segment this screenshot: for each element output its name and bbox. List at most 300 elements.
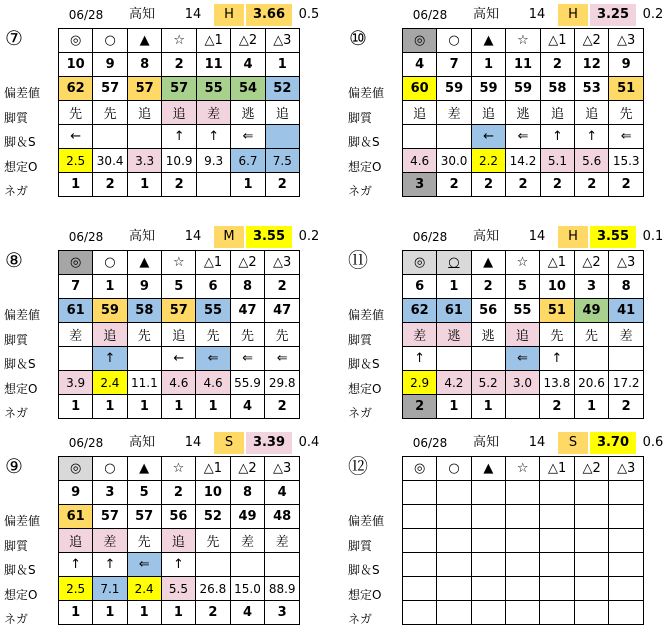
running-style-cell: 差 — [437, 101, 472, 125]
deviation-cell: 55 — [197, 77, 231, 101]
leg-speed-cell: ← — [471, 125, 505, 149]
row-label: 偏差値 — [348, 308, 385, 322]
negative-cell: 1 — [471, 395, 505, 419]
row-label: 想定O — [348, 159, 382, 174]
running-style-cell: 先 — [196, 529, 231, 553]
horse-number-cell: 4 — [265, 481, 300, 505]
negative-cell: 1 — [59, 173, 93, 197]
track-name: 高知 — [128, 229, 155, 244]
leg-speed-cell — [59, 347, 93, 371]
prediction-table — [58, 250, 300, 419]
row-labels — [344, 303, 402, 426]
running-style-cell: 先 — [93, 101, 128, 125]
deviation-row — [59, 299, 300, 323]
row-labels — [0, 81, 58, 204]
running-style-cell: 先 — [196, 323, 230, 347]
deviation-cell: 61 — [437, 299, 471, 323]
horse-number-cell — [574, 481, 609, 505]
leg-speed-row — [403, 347, 644, 371]
mark-cell: △1 — [540, 251, 575, 275]
negative-cell: 2 — [540, 395, 575, 419]
leg-speed-cell: ⇐ — [231, 125, 265, 149]
leg-speed-cell — [93, 125, 128, 149]
negative-cell: 2 — [162, 173, 197, 197]
track-name: 高知 — [472, 435, 499, 450]
expected-odds-cell: 26.8 — [196, 577, 231, 601]
horse-number-cell: 2 — [540, 53, 574, 77]
running-style-cell: 差 — [403, 323, 437, 347]
race-number: ⑧ — [5, 248, 23, 272]
deviation-cell: 58 — [127, 299, 162, 323]
running-style-cell: 先 — [265, 323, 300, 347]
race-grade: M — [214, 226, 244, 248]
negative-cell — [505, 395, 539, 419]
leg-speed-cell: ← — [59, 125, 93, 149]
deviation-row — [403, 299, 644, 323]
horse-number-row — [59, 275, 300, 299]
mark-cell: ◎ — [403, 29, 437, 53]
horse-number-cell: 9 — [59, 481, 93, 505]
race-panel-11 — [344, 226, 664, 426]
mark-cell: △2 — [231, 29, 265, 53]
running-style-cell: 追 — [161, 529, 195, 553]
running-style-cell: 追 — [59, 529, 93, 553]
deviation-cell: 54 — [231, 77, 265, 101]
expected-odds-cell: 3.9 — [59, 371, 93, 395]
negative-cell: 2 — [471, 173, 505, 197]
expected-odds-cell — [505, 577, 539, 601]
horse-number-cell: 8 — [128, 53, 162, 77]
negative-cell — [437, 601, 471, 625]
horse-number-cell: 1 — [471, 53, 505, 77]
negative-cell: 1 — [127, 395, 162, 419]
expected-odds-cell: 7.5 — [265, 149, 299, 173]
horse-number-cell: 2 — [265, 275, 300, 299]
race-header — [402, 226, 664, 248]
running-style-row — [403, 323, 644, 347]
expected-odds-cell: 5.2 — [471, 371, 505, 395]
running-style-cell — [540, 529, 575, 553]
horse-number-cell: 6 — [196, 275, 230, 299]
leg-speed-cell: ⇐ — [196, 347, 230, 371]
leg-speed-cell: ⇐ — [127, 553, 161, 577]
race-header — [58, 432, 320, 454]
deviation-cell: 61 — [59, 299, 93, 323]
race-number: ⑪ — [348, 248, 368, 272]
deviation-cell: 56 — [471, 299, 505, 323]
leg-speed-row — [403, 125, 644, 149]
runner-count: 14 — [528, 229, 546, 244]
running-style-row — [59, 529, 300, 553]
expected-odds-cell: 30.0 — [437, 149, 472, 173]
row-label: 脚質 — [4, 538, 29, 553]
mark-cell: △3 — [609, 251, 644, 275]
mark-cell: △2 — [230, 457, 265, 481]
horse-number-cell — [471, 481, 505, 505]
deviation-cell — [540, 505, 575, 529]
leg-speed-cell: ↑ — [59, 553, 93, 577]
negative-cell — [609, 601, 644, 625]
deviation-row — [59, 505, 300, 529]
leg-speed-cell: ⇐ — [265, 347, 300, 371]
deviation-cell: 41 — [609, 299, 644, 323]
prediction-table — [402, 28, 644, 197]
prediction-table — [402, 250, 644, 419]
running-style-cell: 差 — [93, 529, 127, 553]
race-panel-8 — [0, 226, 320, 426]
running-style-cell: 追 — [93, 323, 127, 347]
expected-odds-cell: 3.0 — [505, 371, 539, 395]
row-label: 想定O — [4, 159, 38, 174]
mark-cell: ○ — [437, 251, 471, 275]
negative-cell — [540, 601, 575, 625]
mark-cell: △1 — [540, 457, 575, 481]
leg-speed-cell — [540, 553, 575, 577]
negative-cell: 4 — [230, 601, 265, 625]
deviation-cell: 47 — [230, 299, 265, 323]
row-label: 脚質 — [348, 110, 373, 125]
leg-speed-cell — [437, 347, 471, 371]
leg-speed-cell — [403, 125, 437, 149]
deviation-cell: 49 — [574, 299, 609, 323]
mark-cell: ◎ — [403, 251, 437, 275]
runner-count: 14 — [528, 7, 546, 22]
running-style-cell: 逃 — [471, 323, 505, 347]
mark-cell: △1 — [196, 457, 231, 481]
expected-odds-cell: 55.9 — [230, 371, 265, 395]
running-style-cell: 差 — [59, 323, 93, 347]
leg-speed-cell — [265, 553, 300, 577]
leg-speed-cell — [437, 553, 471, 577]
negative-cell: 1 — [574, 395, 609, 419]
expected-odds-cell — [471, 577, 505, 601]
negative-row — [59, 173, 300, 197]
leg-speed-cell — [403, 553, 437, 577]
row-label: ネガ — [4, 184, 29, 198]
row-label: 偏差値 — [348, 514, 385, 528]
leg-speed-cell: ↑ — [403, 347, 437, 371]
negative-cell: 1 — [128, 173, 162, 197]
running-style-cell: 先 — [230, 323, 265, 347]
horse-number-cell: 8 — [230, 275, 265, 299]
horse-number-cell: 5 — [505, 275, 539, 299]
expected-odds-cell — [609, 577, 644, 601]
expected-odds-cell: 4.6 — [403, 149, 437, 173]
race-index: 0.1 — [642, 229, 664, 244]
running-style-cell — [505, 529, 539, 553]
horse-number-cell: 3 — [93, 481, 127, 505]
deviation-cell: 57 — [93, 77, 128, 101]
deviation-cell: 62 — [403, 299, 437, 323]
row-label: 脚質 — [4, 332, 29, 347]
mark-row — [59, 29, 300, 53]
deviation-cell: 57 — [127, 505, 161, 529]
horse-number-cell: 6 — [403, 275, 437, 299]
horse-number-cell: 7 — [437, 53, 472, 77]
deviation-cell: 57 — [162, 299, 196, 323]
leg-speed-cell — [471, 347, 505, 371]
negative-cell — [471, 601, 505, 625]
leg-speed-cell: ↑ — [540, 347, 575, 371]
deviation-row — [403, 505, 644, 529]
row-label: 脚＆S — [4, 357, 36, 371]
deviation-cell — [437, 505, 471, 529]
negative-row — [59, 395, 300, 419]
mark-cell: △3 — [265, 457, 300, 481]
leg-speed-cell: ↑ — [575, 125, 609, 149]
race-index: 0.2 — [298, 229, 320, 244]
negative-cell: 2 — [575, 173, 609, 197]
mark-cell: ☆ — [505, 457, 539, 481]
race-header — [58, 4, 320, 26]
race-score: 3.70 — [590, 432, 636, 454]
row-label: 脚＆S — [4, 563, 36, 577]
mark-cell: ○ — [93, 251, 127, 275]
horse-number-row — [403, 481, 644, 505]
running-style-row — [403, 529, 644, 553]
expected-odds-row — [59, 149, 300, 173]
expected-odds-cell — [403, 577, 437, 601]
deviation-cell: 59 — [93, 299, 127, 323]
race-number: ⑫ — [348, 454, 368, 478]
deviation-cell: 51 — [609, 77, 644, 101]
expected-odds-cell: 13.8 — [540, 371, 575, 395]
expected-odds-cell: 2.4 — [127, 577, 161, 601]
negative-cell — [403, 601, 437, 625]
deviation-cell: 59 — [471, 77, 505, 101]
leg-speed-cell: ↑ — [540, 125, 574, 149]
running-style-cell: 追 — [505, 323, 539, 347]
mark-cell: ▲ — [127, 457, 161, 481]
deviation-cell: 52 — [265, 77, 299, 101]
running-style-cell: 追 — [265, 101, 299, 125]
mark-cell: ☆ — [162, 29, 197, 53]
expected-odds-cell: 5.6 — [575, 149, 609, 173]
negative-cell: 1 — [437, 395, 471, 419]
expected-odds-cell: 10.9 — [162, 149, 197, 173]
deviation-cell — [403, 505, 437, 529]
mark-cell: ○ — [93, 29, 128, 53]
row-label: 想定O — [348, 381, 382, 396]
running-style-cell: 追 — [128, 101, 162, 125]
negative-cell: 1 — [196, 395, 230, 419]
deviation-cell: 51 — [540, 299, 575, 323]
mark-row — [403, 29, 644, 53]
runner-count: 14 — [184, 435, 202, 450]
leg-speed-cell: ⇐ — [230, 347, 265, 371]
race-index: 0.6 — [642, 435, 664, 450]
running-style-cell: 逃 — [506, 101, 541, 125]
running-style-cell: 先 — [127, 529, 161, 553]
leg-speed-cell: ⇐ — [505, 347, 539, 371]
expected-odds-row — [403, 149, 644, 173]
row-label: 想定O — [4, 587, 38, 602]
negative-cell: 1 — [127, 601, 161, 625]
row-label: ネガ — [4, 406, 29, 420]
leg-speed-cell: ↑ — [93, 553, 127, 577]
track-name: 高知 — [128, 435, 155, 450]
leg-speed-cell: ↑ — [93, 347, 127, 371]
mark-cell: ☆ — [162, 251, 196, 275]
race-header — [58, 226, 320, 248]
negative-cell: 2 — [540, 173, 574, 197]
expected-odds-cell: 5.1 — [540, 149, 574, 173]
leg-speed-cell — [505, 553, 539, 577]
negative-cell: 2 — [265, 395, 300, 419]
mark-cell: ▲ — [471, 251, 505, 275]
deviation-cell — [471, 505, 505, 529]
runner-count: 14 — [184, 7, 202, 22]
running-style-cell — [574, 529, 609, 553]
negative-cell: 1 — [161, 601, 195, 625]
horse-number-cell: 11 — [506, 53, 541, 77]
running-style-cell: 追 — [162, 323, 196, 347]
running-style-cell: 先 — [540, 323, 575, 347]
row-label: 脚＆S — [4, 135, 36, 149]
mark-cell: △1 — [196, 251, 230, 275]
expected-odds-row — [59, 577, 300, 601]
mark-cell: ◎ — [59, 251, 93, 275]
horse-number-cell: 4 — [231, 53, 265, 77]
horse-number-row — [59, 53, 300, 77]
mark-cell: ◎ — [59, 457, 93, 481]
row-label: ネガ — [348, 406, 373, 420]
mark-cell: △1 — [540, 29, 574, 53]
row-label: 脚＆S — [348, 357, 380, 371]
horse-number-cell: 10 — [540, 275, 575, 299]
mark-cell: ☆ — [161, 457, 195, 481]
leg-speed-cell — [127, 347, 162, 371]
race-panel-10 — [344, 4, 664, 204]
horse-number-cell: 2 — [161, 481, 195, 505]
row-labels — [344, 81, 402, 204]
horse-number-cell — [437, 481, 471, 505]
deviation-cell: 57 — [162, 77, 197, 101]
horse-number-cell: 9 — [609, 53, 644, 77]
race-score: 3.66 — [246, 4, 292, 26]
deviation-cell: 47 — [265, 299, 300, 323]
negative-cell: 4 — [230, 395, 265, 419]
mark-cell: ○ — [93, 457, 127, 481]
horse-number-cell: 4 — [403, 53, 437, 77]
leg-speed-cell — [128, 125, 162, 149]
running-style-cell: 逃 — [231, 101, 265, 125]
leg-speed-cell — [574, 347, 609, 371]
race-panel-9 — [0, 432, 320, 632]
deviation-cell — [609, 505, 644, 529]
track-name: 高知 — [128, 7, 155, 22]
expected-odds-cell: 15.0 — [230, 577, 265, 601]
leg-speed-cell: ⇐ — [609, 125, 644, 149]
negative-cell: 1 — [231, 173, 265, 197]
horse-number-cell — [540, 481, 575, 505]
mark-cell: △3 — [609, 457, 644, 481]
horse-number-cell: 9 — [93, 53, 128, 77]
mark-cell: ▲ — [471, 457, 505, 481]
race-score: 3.55 — [246, 226, 292, 248]
expected-odds-cell: 3.3 — [128, 149, 162, 173]
negative-cell — [574, 601, 609, 625]
deviation-cell: 61 — [59, 505, 93, 529]
row-label: 偏差値 — [4, 514, 41, 528]
race-grade: H — [558, 226, 588, 248]
expected-odds-cell — [437, 577, 471, 601]
horse-number-cell: 1 — [93, 275, 127, 299]
row-label: 脚質 — [348, 538, 373, 553]
leg-speed-cell: ↑ — [162, 125, 197, 149]
leg-speed-cell: ← — [162, 347, 196, 371]
race-grade: H — [558, 4, 588, 26]
negative-cell: 1 — [93, 601, 127, 625]
expected-odds-row — [403, 577, 644, 601]
horse-number-cell: 10 — [196, 481, 231, 505]
mark-cell: ▲ — [128, 29, 162, 53]
race-score: 3.55 — [590, 226, 636, 248]
race-panel-12 — [344, 432, 664, 632]
negative-cell: 2 — [196, 601, 231, 625]
leg-speed-cell — [609, 553, 644, 577]
expected-odds-cell: 17.2 — [609, 371, 644, 395]
mark-row — [403, 251, 644, 275]
deviation-cell: 62 — [59, 77, 93, 101]
running-style-cell: 追 — [575, 101, 609, 125]
horse-number-row — [403, 275, 644, 299]
expected-odds-cell: 14.2 — [506, 149, 541, 173]
negative-cell: 2 — [506, 173, 541, 197]
horse-number-cell: 11 — [197, 53, 231, 77]
race-number: ⑨ — [5, 454, 23, 478]
deviation-cell: 59 — [437, 77, 472, 101]
deviation-cell: 55 — [196, 299, 230, 323]
prediction-table — [402, 456, 644, 625]
deviation-cell — [505, 505, 539, 529]
deviation-cell: 60 — [403, 77, 437, 101]
horse-number-row — [403, 53, 644, 77]
race-date: 06/28 — [412, 8, 448, 22]
mark-row — [403, 457, 644, 481]
running-style-cell: 差 — [197, 101, 231, 125]
negative-cell: 2 — [437, 173, 472, 197]
race-index: 0.5 — [298, 7, 320, 22]
mark-cell: ◎ — [59, 29, 93, 53]
race-header — [402, 4, 664, 26]
horse-number-cell: 7 — [59, 275, 93, 299]
expected-odds-cell: 6.7 — [231, 149, 265, 173]
leg-speed-cell: ⇐ — [506, 125, 541, 149]
negative-cell — [505, 601, 539, 625]
deviation-cell: 58 — [540, 77, 574, 101]
row-label: 脚質 — [4, 110, 29, 125]
mark-cell: △2 — [230, 251, 265, 275]
race-grade: S — [214, 432, 244, 454]
leg-speed-cell — [471, 553, 505, 577]
expected-odds-cell — [540, 577, 575, 601]
running-style-cell: 追 — [540, 101, 574, 125]
running-style-row — [59, 323, 300, 347]
expected-odds-cell: 15.3 — [609, 149, 644, 173]
mark-cell: ◎ — [403, 457, 437, 481]
horse-number-cell — [403, 481, 437, 505]
expected-odds-cell: 4.2 — [437, 371, 471, 395]
deviation-cell: 55 — [505, 299, 539, 323]
running-style-cell: 逃 — [437, 323, 471, 347]
horse-number-cell: 12 — [575, 53, 609, 77]
running-style-cell: 差 — [609, 323, 644, 347]
negative-cell: 1 — [59, 395, 93, 419]
running-style-cell: 追 — [162, 101, 197, 125]
prediction-table — [58, 28, 300, 197]
row-label: 想定O — [348, 587, 382, 602]
